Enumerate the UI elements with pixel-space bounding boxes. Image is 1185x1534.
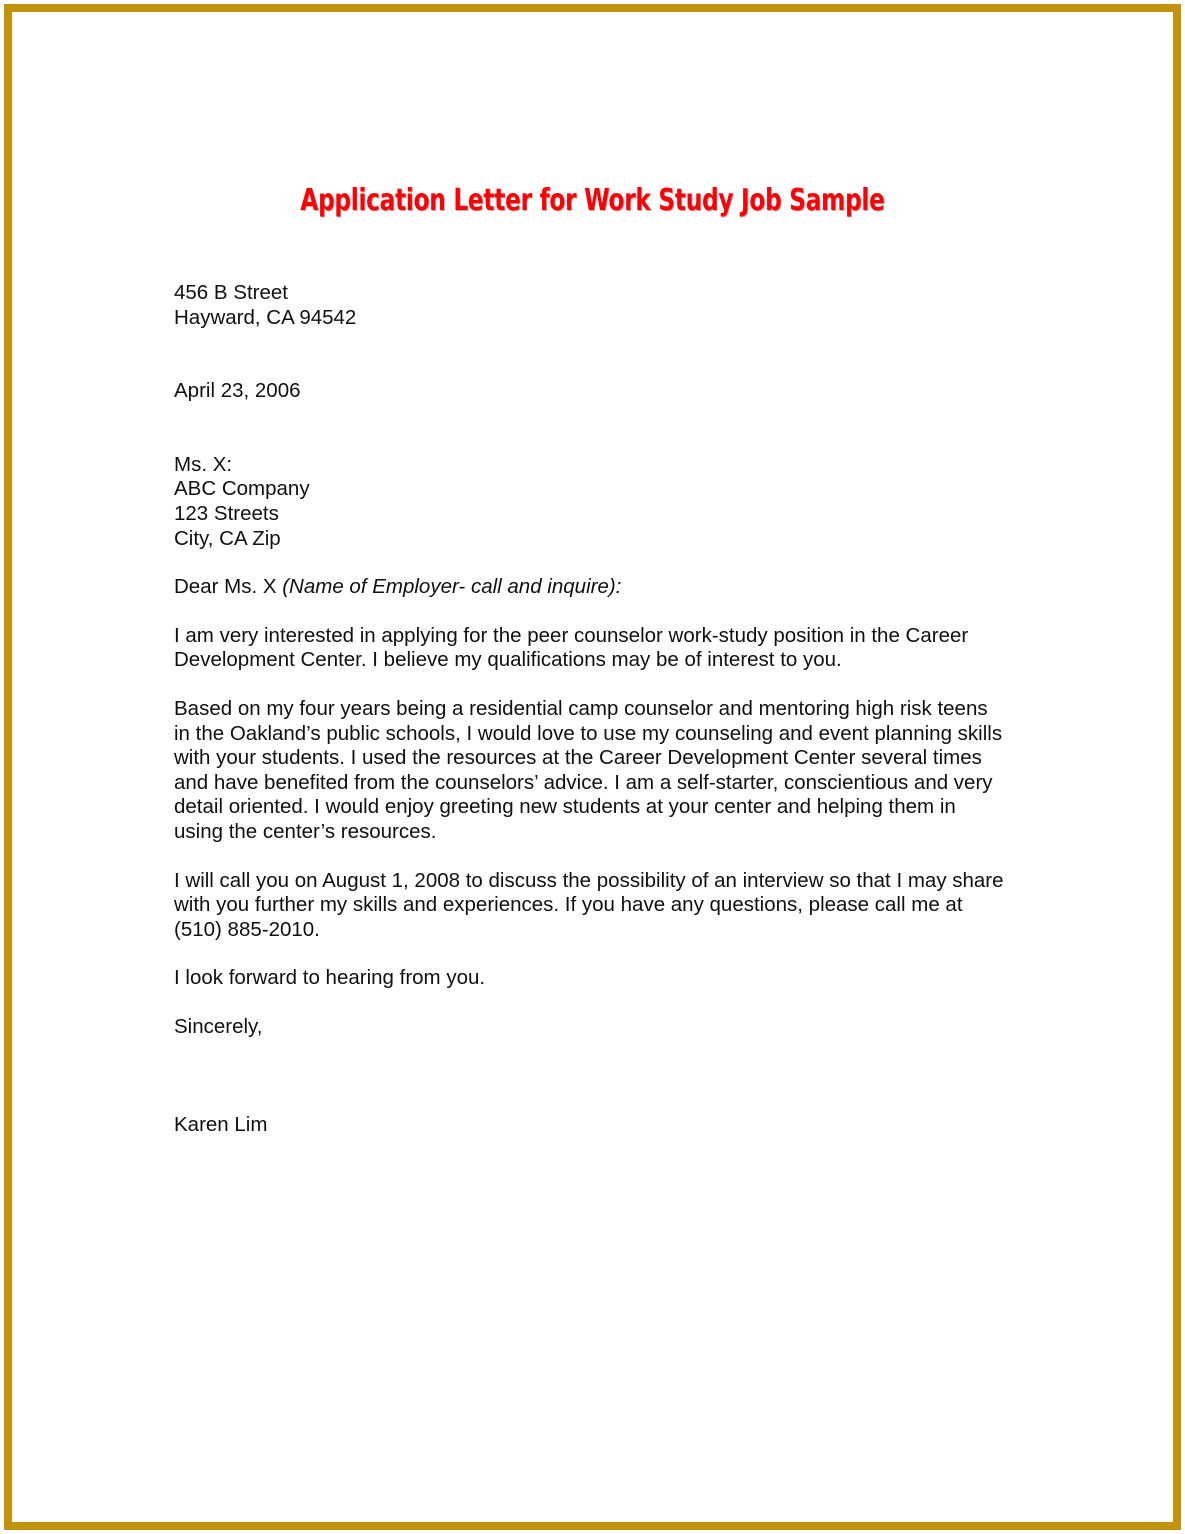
page-title: Application Letter for Work Study Job Sample: [300, 183, 885, 219]
spacer-after-paragraph-1: [174, 673, 1006, 697]
recipient-line-4: City, CA Zip: [174, 526, 281, 550]
body-paragraph-3: I will call you on August 1, 2008 to discuss the possibility of an interview so that I may share with you further my skills and experiences. If you have any questions, please call me at (510) 885-2010.: [174, 868, 1004, 941]
signature-name: Karen Lim: [174, 1113, 268, 1137]
salutation-prefix: Dear Ms. X: [174, 575, 283, 599]
spacer-after-recipient: [174, 551, 1006, 575]
signature-space: [174, 1039, 1006, 1113]
letter-date: April 23, 2006: [174, 379, 301, 403]
spacer-after-paragraph-4: [174, 991, 1006, 1015]
sender-address-line-2: Hayward, CA 94542: [174, 305, 357, 329]
sender-address-block: [174, 281, 1006, 330]
recipient-line-2: ABC Company: [174, 477, 310, 501]
spacer-after-paragraph-2: [174, 845, 1006, 869]
recipient-address-block: [174, 453, 1006, 551]
date-block: [174, 379, 1006, 404]
spacer-after-date: [174, 404, 1006, 453]
salutation-italic-note: (Name of Employer- call and inquire):: [282, 575, 622, 599]
salutation-line: [174, 575, 1006, 600]
body-paragraph-2: Based on my four years being a residential camp counselor and mentoring high risk teens in the Oakland’s public schools, I would love to use my counseling and event planning skills with your students. I used the resources at the Career Development Center several times and have benefited from the counselors’ advice. I am a self-starter, conscientious and very detail oriented. I would enjoy greeting new students at your center and helping them in using the center’s resources.: [174, 696, 1003, 843]
recipient-line-3: 123 Streets: [174, 501, 279, 525]
spacer-after-salutation: [174, 600, 1006, 624]
spacer-after-sender-address: [174, 330, 1006, 379]
letter-body: [174, 281, 1006, 1138]
spacer-after-paragraph-3: [174, 942, 1006, 966]
body-paragraph-4: I look forward to hearing from you.: [174, 966, 486, 990]
body-paragraph-1: I am very interested in applying for the peer counselor work-study position in the Career Development Center. I believe my qualifications may be of interest to you.: [174, 623, 969, 672]
valediction: Sincerely,: [174, 1014, 263, 1038]
recipient-line-1: Ms. X:: [174, 452, 233, 476]
sender-address-line-1: 456 B Street: [174, 281, 288, 304]
